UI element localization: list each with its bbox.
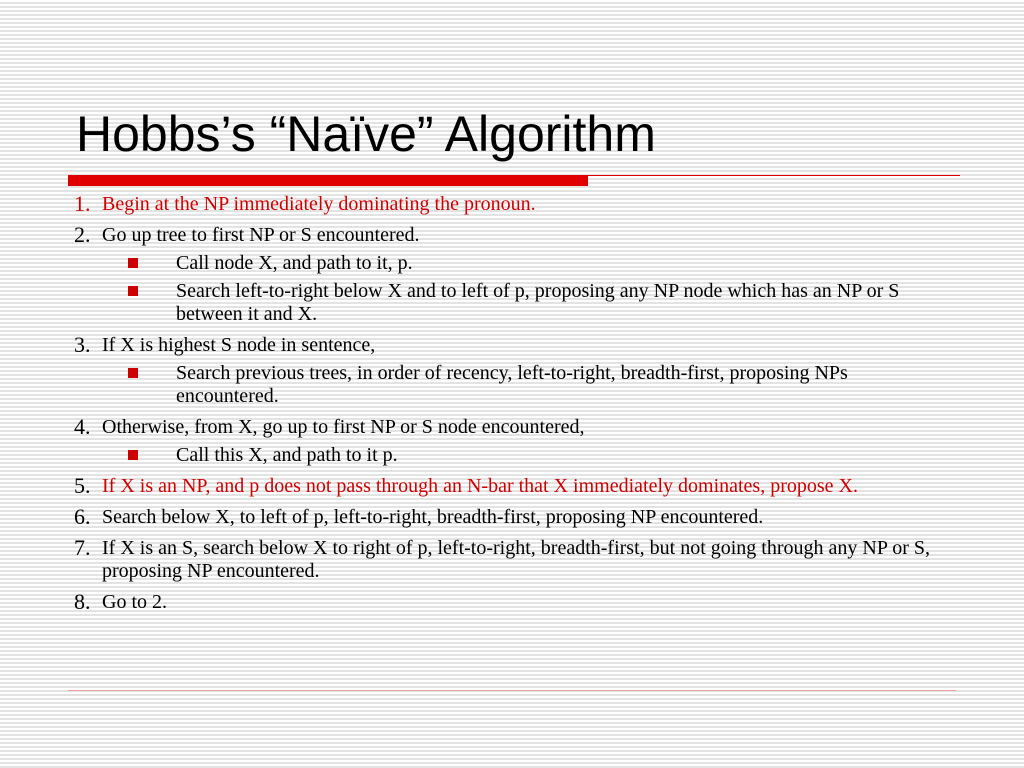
- square-bullet-icon: [128, 258, 138, 268]
- step-text: If X is an NP, and p does not pass through an N-bar that X immediately dominates, propose X.: [102, 475, 858, 497]
- step-8: [74, 591, 974, 614]
- sub-bullet-text: Call this X, and path to it p.: [176, 444, 398, 466]
- step-text: If X is an S, search below X to right of p, left-to-right, breadth-first, but not going through any NP or S, proposing NP encountered.: [102, 537, 931, 582]
- sub-bullet-text: Search previous trees, in order of recency, left-to-right, breadth-first, proposing NPs encountered.: [176, 362, 848, 407]
- square-bullet-icon: [128, 368, 138, 378]
- step-text: Search below X, to left of p, left-to-right, breadth-first, proposing NP encountered.: [102, 506, 764, 528]
- sub-bullet: [176, 280, 974, 326]
- step-text: Begin at the NP immediately dominating the pronoun.: [102, 193, 536, 215]
- step-text: If X is highest S node in sentence,: [102, 334, 376, 356]
- step-4: [74, 416, 974, 439]
- sub-bullet: [176, 362, 974, 408]
- step-text: Otherwise, from X, go up to first NP or S node encountered,: [102, 416, 585, 438]
- step-number: 7.: [74, 535, 91, 560]
- step-1: [74, 193, 974, 216]
- step-number: 2.: [74, 222, 91, 247]
- step-number: 4.: [74, 414, 91, 439]
- footer-divider: [68, 690, 956, 691]
- step-2: [74, 224, 974, 247]
- step-6: [74, 506, 974, 529]
- step-number: 6.: [74, 504, 91, 529]
- square-bullet-icon: [128, 450, 138, 460]
- step-7: [74, 537, 974, 583]
- title-underline-line: [588, 175, 960, 176]
- step-3: [74, 334, 974, 357]
- sub-bullet: [176, 444, 974, 467]
- step-5: [74, 475, 974, 498]
- step-number: 1.: [74, 191, 91, 216]
- step-number: 8.: [74, 589, 91, 614]
- step-text: Go up tree to first NP or S encountered.: [102, 224, 420, 246]
- slide-title: Hobbs’s “Naïve” Algorithm: [76, 106, 656, 162]
- step-number: 5.: [74, 473, 91, 498]
- title-underline-bar: [68, 175, 588, 186]
- square-bullet-icon: [128, 286, 138, 296]
- step-number: 3.: [74, 332, 91, 357]
- algorithm-steps: [74, 193, 974, 622]
- sub-bullet-text: Search left-to-right below X and to left of p, proposing any NP node which has an NP or S between it and X.: [176, 280, 900, 325]
- step-text: Go to 2.: [102, 591, 167, 613]
- sub-bullet: [176, 252, 974, 275]
- sub-bullet-text: Call node X, and path to it, p.: [176, 252, 413, 274]
